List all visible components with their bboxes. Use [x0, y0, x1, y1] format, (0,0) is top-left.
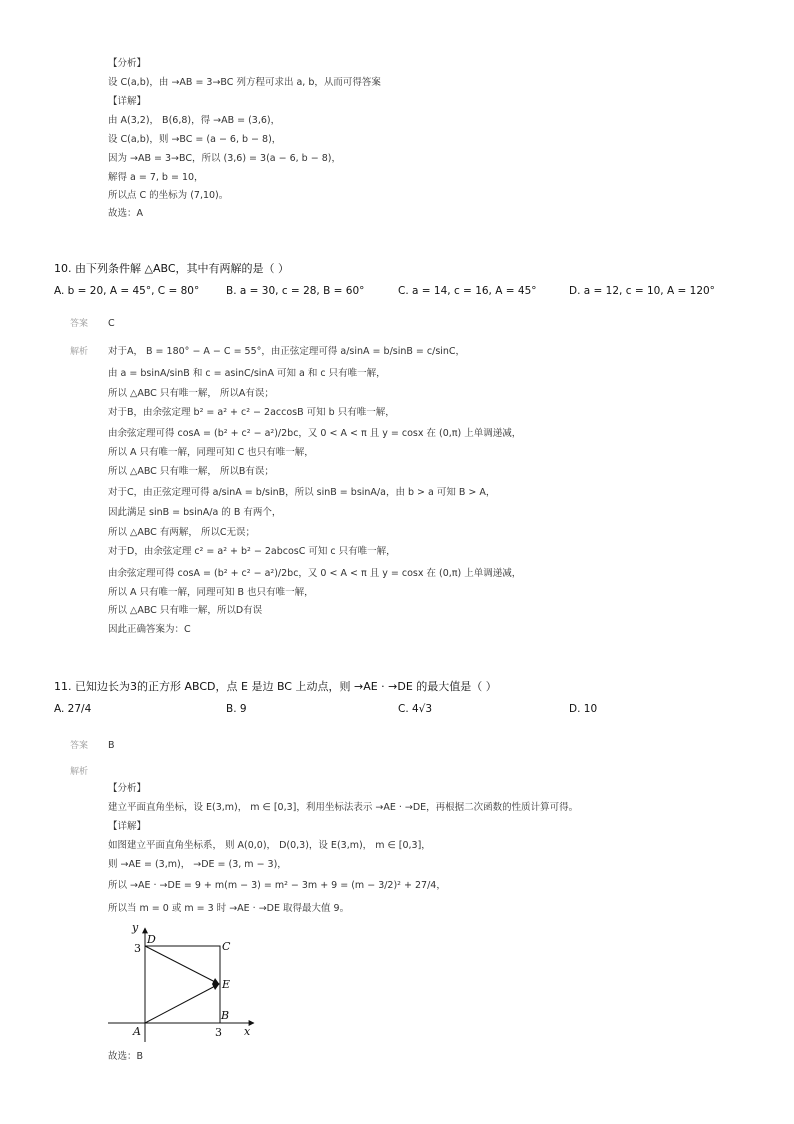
q9-detail-line: 由 A(3,2)， B(6,8)，得 →AB = (3,6)，	[108, 115, 281, 126]
q11-analysis-label: 解析	[70, 767, 89, 777]
square-coordinate-figure	[104, 922, 264, 1044]
q10-option-b: B. a = 30, c = 28, B = 60°	[226, 285, 365, 297]
q10-analysis-line: 对于A， B = 180° − A − C = 55°，由正弦定理可得 a/sinA = b/sinB = c/sinC，	[108, 346, 466, 357]
q10-analysis-line: 由余弦定理可得 cosA = (b² + c² − a²)/2bc，又 0 < A < π 且 y = cosx 在 (0,π) 上单调递减，	[108, 428, 522, 439]
q10-option-c: C. a = 14, c = 16, A = 45°	[398, 285, 537, 297]
q9-detail-line: 设 C(a,b)，则 →BC = (a − 6, b − 8)，	[108, 134, 282, 145]
q10-analysis-line: 因此正确答案为：C	[108, 624, 191, 635]
q9-analysis-heading: 【分析】	[108, 58, 147, 69]
q11-conclusion: 故选：B	[108, 1051, 144, 1062]
q9-detail-line: 解得 a = 7, b = 10，	[108, 172, 204, 183]
q10-analysis-line: 因此满足 sinB = bsinA/a 的 B 有两个，	[108, 507, 282, 518]
point-b-label: B	[221, 1009, 230, 1022]
q11-option-a: A. 27/4	[54, 703, 92, 715]
q10-analysis-line: 所以 △ABC 有两解， 所以C无误；	[108, 527, 255, 538]
q11-analysis-heading: 【分析】	[108, 783, 147, 794]
point-c-label: C	[222, 940, 231, 953]
q9-detail-line: 所以点 C 的坐标为 (7,10)。	[108, 190, 229, 201]
q10-analysis-line: 所以 A 只有唯一解，同理可知 C 也只有唯一解，	[108, 447, 314, 458]
q11-detail-line: 所以 →AE · →DE = 9 + m(m − 3) = m² − 3m + 9 = (m − 3/2)² + 27/4，	[108, 880, 446, 891]
q11-stem: 11. 已知边长为3的正方形 ABCD，点 E 是边 BC 上动点，则 →AE · →DE 的最大值是（ ）	[54, 680, 497, 693]
q11-detail-line: 所以当 m = 0 或 m = 3 时 →AE · →DE 取得最大值 9。	[108, 903, 350, 914]
q10-stem: 10. 由下列条件解 △ABC，其中有两解的是（ ）	[54, 262, 290, 275]
x-tick-3: 3	[215, 1026, 222, 1039]
y-tick-3: 3	[134, 942, 141, 955]
q10-analysis-line: 对于D，由余弦定理 c² = a² + b² − 2abcosC 可知 c 只有唯一解，	[108, 546, 396, 557]
vector-ae	[145, 984, 219, 1023]
q10-analysis-line: 所以 A 只有唯一解，同理可知 B 也只有唯一解，	[108, 587, 314, 598]
q10-analysis-line: 对于C，由正弦定理可得 a/sinA = b/sinB，所以 sinB = bsinA/a，由 b > a 可知 B > A，	[108, 487, 496, 498]
q11-detail-line: 如图建立平面直角坐标系， 则 A(0,0)， D(0,3)，设 E(3,m)， m ∈ [0,3]，	[108, 840, 431, 851]
vector-de	[145, 946, 219, 984]
x-axis-label: x	[244, 1025, 251, 1038]
q10-analysis-line: 所以 △ABC 只有唯一解，所以D有误	[108, 605, 263, 616]
q11-detail-heading: 【详解】	[108, 821, 147, 832]
q9-analysis-line: 设 C(a,b)，由 →AB = 3→BC 列方程可求出 a, b，从而可得答案	[108, 77, 381, 88]
q9-conclusion: 故选：A	[108, 208, 143, 219]
point-a-label: A	[133, 1025, 141, 1038]
q10-answer-label: 答案	[70, 319, 89, 329]
q11-answer: B	[108, 740, 115, 751]
q11-answer-label: 答案	[70, 741, 89, 751]
q10-analysis-line: 由余弦定理可得 cosA = (b² + c² − a²)/2bc，又 0 < A < π 且 y = cosx 在 (0,π) 上单调递减，	[108, 568, 522, 579]
q10-analysis-line: 由 a = bsinA/sinB 和 c = asinC/sinA 可知 a 和 c 只有唯一解，	[108, 368, 386, 379]
q10-analysis-line: 对于B，由余弦定理 b² = a² + c² − 2accosB 可知 b 只有唯一解，	[108, 407, 395, 418]
q10-option-d: D. a = 12, c = 10, A = 120°	[569, 285, 715, 297]
q11-detail-line: 则 →AE = (3,m)， →DE = (3, m − 3)，	[108, 859, 287, 870]
q10-analysis-label: 解析	[70, 347, 89, 357]
q11-option-d: D. 10	[569, 703, 598, 715]
q10-analysis-line: 所以 △ABC 只有唯一解， 所以B有误；	[108, 466, 274, 477]
q9-detail-heading: 【详解】	[108, 96, 147, 107]
q11-option-c: C. 4√3	[398, 703, 433, 715]
q10-option-a: A. b = 20, A = 45°, C = 80°	[54, 285, 200, 297]
q9-detail-line: 因为 →AB = 3→BC，所以 (3,6) = 3(a − 6, b − 8)，	[108, 153, 341, 164]
q11-option-b: B. 9	[226, 703, 247, 715]
y-axis-label: y	[132, 922, 139, 934]
point-e-label: E	[222, 978, 231, 991]
q10-analysis-line: 所以 △ABC 只有唯一解， 所以A有误；	[108, 388, 274, 399]
point-d-label: D	[147, 933, 156, 946]
q10-answer: C	[108, 318, 115, 329]
q11-analysis-line: 建立平面直角坐标，设 E(3,m)， m ∈ [0,3]，利用坐标法表示 →AE · →DE，再根据二次函数的性质计算可得。	[108, 802, 579, 813]
square-abcd	[145, 946, 220, 1023]
